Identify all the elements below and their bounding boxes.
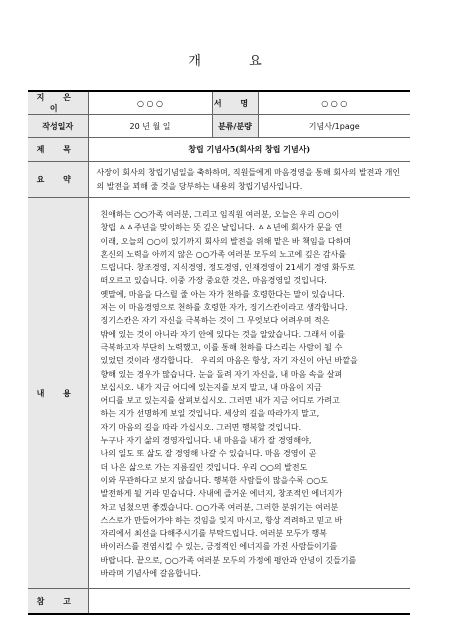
publisher-label: 서 명 xyxy=(212,91,258,115)
date-label: 작성일자 xyxy=(28,115,88,138)
reference-label: 참 고 xyxy=(28,589,88,615)
reference-value xyxy=(88,589,410,615)
content-label: 내 용 xyxy=(28,198,88,589)
document-summary-table xyxy=(28,90,410,615)
subject-label: 제 목 xyxy=(28,138,88,162)
author-label: 지 은 이 xyxy=(28,91,88,115)
date-value: 20 년 월 일 xyxy=(88,115,212,138)
category-label: 분류/분량 xyxy=(212,115,258,138)
publisher-value: ○ ○ ○ xyxy=(258,91,410,115)
category-value: 기념사/1page xyxy=(258,115,410,138)
content-value: 친애하는 ○○가족 여러분, 그리고 임직원 여러분, 오늘은 우리 ○○이 창립 ㅿㅿ주년을 맞이하는 뜻 깊은 날입니다. ㅿㅿ년에 회사가 문을 연 이래, 오늘의 ○○이 있기까지 회사의 발전을 위해 맡은 바 책임을 다하며 혼신의 노력을 아끼지 않은 ○○가족 여러분 모두의 노고에 깊은 감사를 드립니다. 창조경영, 지식경영, 정도경영, 인재경영이 21세기 경영 화두로 떠오르고 있습니다. 이중 가장 중요한 것은, 마음경영일 것입니다. 옛말에, 마음을 다스릴 줄 아는 자가 천하를 호령한다는 말이 있습니다. 저는 이 마음경영으로 천하를 호령한 자가, 징기스칸이라고 생각합니다. 징기스칸은 자기 자신을 극복하는 것이 그 무엇보다 어려우며 적은 밖에 있는 것이 아니라 자기 안에 있다는 것을 알았습니다. 그래서 이를 극복하고자 부단히 노력했고, 이를 통해 천하를 다스리는 사람이 될 수 있었던 것이라 생각합니다. 우리의 마음은 항상, 자기 자신이 아닌 바깥을 향해 있는 경우가 많습니다. 눈을 돌려 자기 자신을, 내 마음 속을 살펴 보십시오. 내가 지금 어디에 있는지를 보지 말고, 내 마음이 지금 어디를 보고 있는지를 살펴보십시오. 그러면 내가 지금 어디로 가려고 하는 지가 선명하게 보일 것입니다. 세상의 길을 따라가지 말고, 자기 마음의 길을 따라 가십시오. 그러면 행복할 것입니다. 누구나 자기 삶의 경영자입니다. 내 마음을 내가 잘 경영해야, 나의 일도 또 삶도 잘 경영해 나갈 수 있습니다. 마음 경영이 곧 더 나은 삶으로 가는 지름길인 것입니다. 우리 ○○의 발전도 이와 무관하다고 보지 않습니다. 행복한 사람들이 많을수록 ○○도 발전하게 될 거라 믿습니다. 사내에 즐거운 에너지, 창조적인 에너지가 차고 넘쳤으면 좋겠습니다. ○○가족 여러분, 그러한 분위기는 여러분 스스로가 만들어가야 하는 것임을 잊지 마시고, 항상 격려하고 믿고 바 자리에서 최선을 다해주시기를 부탁드립니다. 여러분 모두가 행복 바이러스를 전염시킬 수 있는, 긍정적인 에너지를 가진 사람들이기를 바랍니다. 끝으로, ○○가족 여러분 모두의 가정에 평안과 안녕이 깃들기를 바라며 기념사에 갈음합니다. xyxy=(88,198,410,589)
author-value: ○ ○ ○ xyxy=(88,91,212,115)
page-title: 개 요 xyxy=(188,54,284,69)
summary-label: 요 약 xyxy=(28,162,88,198)
subject-value: 창립 기념사5(회사의 창립 기념사) xyxy=(88,138,410,162)
summary-value: 사장이 회사의 창립기념일을 축하하며, 직원들에게 마음경영을 통해 회사의 발전과 개인의 발전을 꾀해 줄 것을 당부하는 내용의 창립기념사입니다. xyxy=(88,162,410,198)
